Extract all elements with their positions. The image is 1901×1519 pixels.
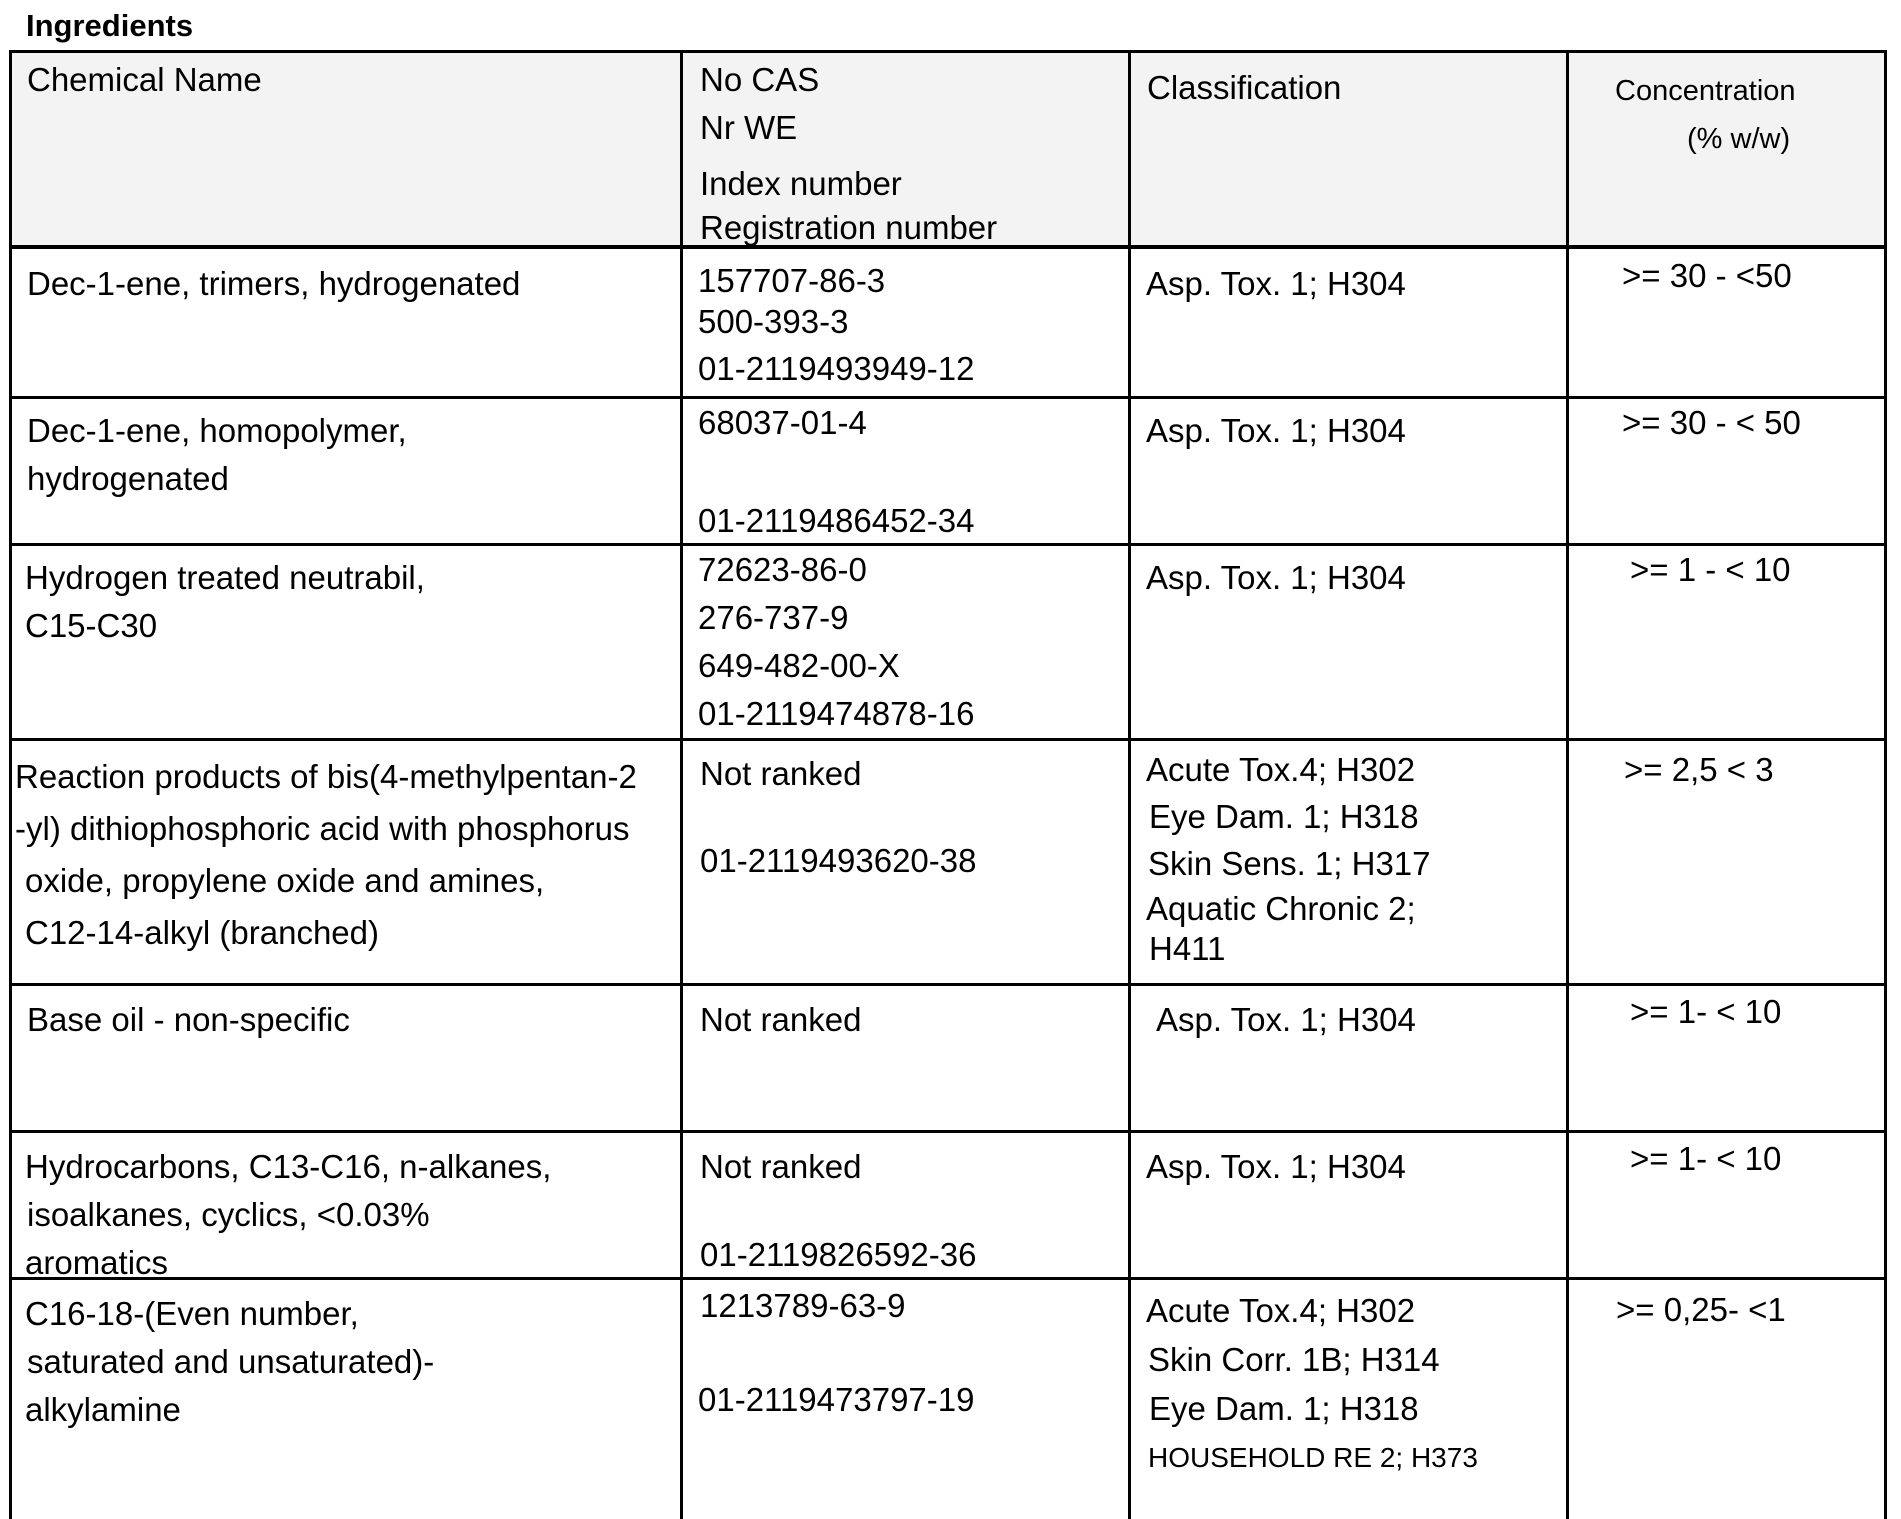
table-row-4-concentration: >= 2,5 < 3 <box>1624 751 1774 788</box>
chemical-name-line: aromatics <box>25 1244 169 1281</box>
column-divider <box>1128 50 1131 1519</box>
header-cas-label: No CAS <box>700 61 820 98</box>
classification-line: Asp. Tox. 1; H304 <box>1146 559 1406 596</box>
header-index-label: Index number <box>700 165 902 202</box>
classification-line: Skin Corr. 1B; H314 <box>1148 1341 1440 1378</box>
classification-line: HOUSEHOLD RE 2; H373 <box>1148 1442 1478 1473</box>
classification-line: Asp. Tox. 1; H304 <box>1146 1148 1406 1185</box>
ec-number <box>700 798 976 837</box>
classification-line: Asp. Tox. 1; H304 <box>1146 265 1406 302</box>
table-row-1-concentration: >= 30 - <50 <box>1622 257 1792 294</box>
header-concentration <box>1615 67 1796 163</box>
chemical-name-line: oxide, propylene oxide and amines, <box>25 862 545 899</box>
chemical-name-line: saturated and unsaturated)- <box>27 1343 435 1380</box>
header-identifiers <box>700 56 997 252</box>
classification-line: Eye Dam. 1; H318 <box>1149 798 1419 835</box>
table-row-4-identifiers <box>700 750 976 885</box>
table-row-5-concentration: >= 1- < 10 <box>1630 993 1782 1030</box>
ec-number: 276-737-9 <box>698 599 849 636</box>
table-row-3-concentration: >= 1 - < 10 <box>1630 551 1791 588</box>
table-row-7-classification <box>1146 1286 1478 1482</box>
table-row-1-identifiers <box>698 260 974 389</box>
table-row-7-concentration: >= 0,25- <1 <box>1616 1291 1786 1328</box>
header-ec-label: Nr WE <box>700 109 798 146</box>
chemical-name-line: Dec-1-ene, trimers, hydrogenated <box>27 265 521 302</box>
header-chemical-name <box>27 56 262 104</box>
table-row-6-name <box>25 1143 551 1287</box>
table-row-6-classification <box>1146 1143 1406 1191</box>
ec-number: 500-393-3 <box>698 303 849 340</box>
cas-number: Not ranked <box>700 1001 862 1038</box>
chemical-name-line: isoalkanes, cyclics, <0.03% <box>27 1196 430 1233</box>
classification-line: Asp. Tox. 1; H304 <box>1156 1001 1416 1038</box>
table-row-3-classification <box>1146 554 1406 602</box>
table-row-4-name <box>15 751 637 959</box>
column-divider <box>680 50 683 1519</box>
table-row-5-name <box>27 996 350 1044</box>
column-divider <box>1566 50 1569 1519</box>
table-row-5-identifiers <box>700 996 861 1044</box>
table-row-2-classification <box>1146 407 1406 455</box>
table-row-4-classification <box>1146 746 1431 967</box>
header-classification-label: Classification <box>1147 69 1342 106</box>
header-chemical-name-label: Chemical Name <box>27 61 262 98</box>
ec-number <box>698 447 974 495</box>
header-concentration-unit: (% w/w) <box>1687 123 1791 155</box>
table-row-6-concentration: >= 1- < 10 <box>1630 1140 1782 1177</box>
chemical-name-line: C16-18-(Even number, <box>25 1295 359 1332</box>
registration-number: 01-2119473797-19 <box>698 1381 975 1418</box>
registration-number: 01-2119493949-12 <box>698 350 975 387</box>
chemical-name-line: Dec-1-ene, homopolymer, <box>27 412 407 449</box>
index-number: 649-482-00-X <box>698 647 900 684</box>
table-row-2-concentration: >= 30 - < 50 <box>1622 404 1801 441</box>
cas-number: 72623-86-0 <box>698 551 867 588</box>
registration-number: 01-2119826592-36 <box>700 1236 977 1273</box>
table-row-3-name <box>25 554 425 650</box>
classification-line: Acute Tox.4; H302 <box>1146 1292 1416 1329</box>
classification-line: Asp. Tox. 1; H304 <box>1146 412 1406 449</box>
table-row-7-identifiers <box>700 1282 974 1424</box>
classification-line: Eye Dam. 1; H318 <box>1149 1390 1419 1427</box>
header-registration-label: Registration number <box>700 209 998 246</box>
table-row-1-classification <box>1146 260 1406 308</box>
registration-number: 01-2119486452-34 <box>698 502 975 539</box>
chemical-name-line: Hydrogen treated neutrabil, <box>25 559 425 596</box>
row-divider <box>9 983 1887 986</box>
registration-number: 01-2119474878-16 <box>698 695 975 732</box>
registration-number: 01-2119493620-38 <box>700 842 977 879</box>
table-row-2-name <box>27 407 407 503</box>
cas-number: 1213789-63-9 <box>700 1287 906 1324</box>
chemical-name-line: Base oil - non-specific <box>27 1001 350 1038</box>
section-title: Ingredients <box>26 8 194 43</box>
table-row-7-name <box>25 1290 434 1434</box>
cas-number: 68037-01-4 <box>698 404 867 441</box>
header-concentration-label: Concentration <box>1615 75 1796 107</box>
cas-number: Not ranked <box>700 1148 862 1185</box>
chemical-name-line: C15-C30 <box>25 607 158 644</box>
chemical-name-line: -yl) dithiophosphoric acid with phosphorus <box>15 810 630 847</box>
ec-number <box>700 1330 974 1378</box>
row-divider <box>9 1130 1887 1133</box>
classification-line: Skin Sens. 1; H317 <box>1148 845 1431 882</box>
table-row-2-identifiers <box>698 399 974 545</box>
header-classification <box>1147 64 1341 112</box>
table-row-3-identifiers <box>698 546 974 738</box>
row-divider <box>9 738 1887 741</box>
chemical-name-line: alkylamine <box>25 1391 181 1428</box>
classification-line: Acute Tox.4; H302 <box>1146 751 1416 788</box>
classification-line: Aquatic Chronic 2; <box>1146 890 1416 927</box>
chemical-name-line: hydrogenated <box>27 460 229 497</box>
table-row-5-classification <box>1156 996 1416 1044</box>
chemical-name-line: Reaction products of bis(4-methylpentan-2 <box>15 758 637 795</box>
cas-number: Not ranked <box>700 755 862 792</box>
cas-number: 157707-86-3 <box>698 262 886 299</box>
chemical-name-line: C12-14-alkyl (branched) <box>25 914 379 951</box>
table-row-6-identifiers <box>700 1143 976 1279</box>
chemical-name-line: Hydrocarbons, C13-C16, n-alkanes, <box>25 1148 552 1185</box>
classification-line: H411 <box>1149 930 1226 967</box>
table-row-1-name <box>27 260 520 308</box>
